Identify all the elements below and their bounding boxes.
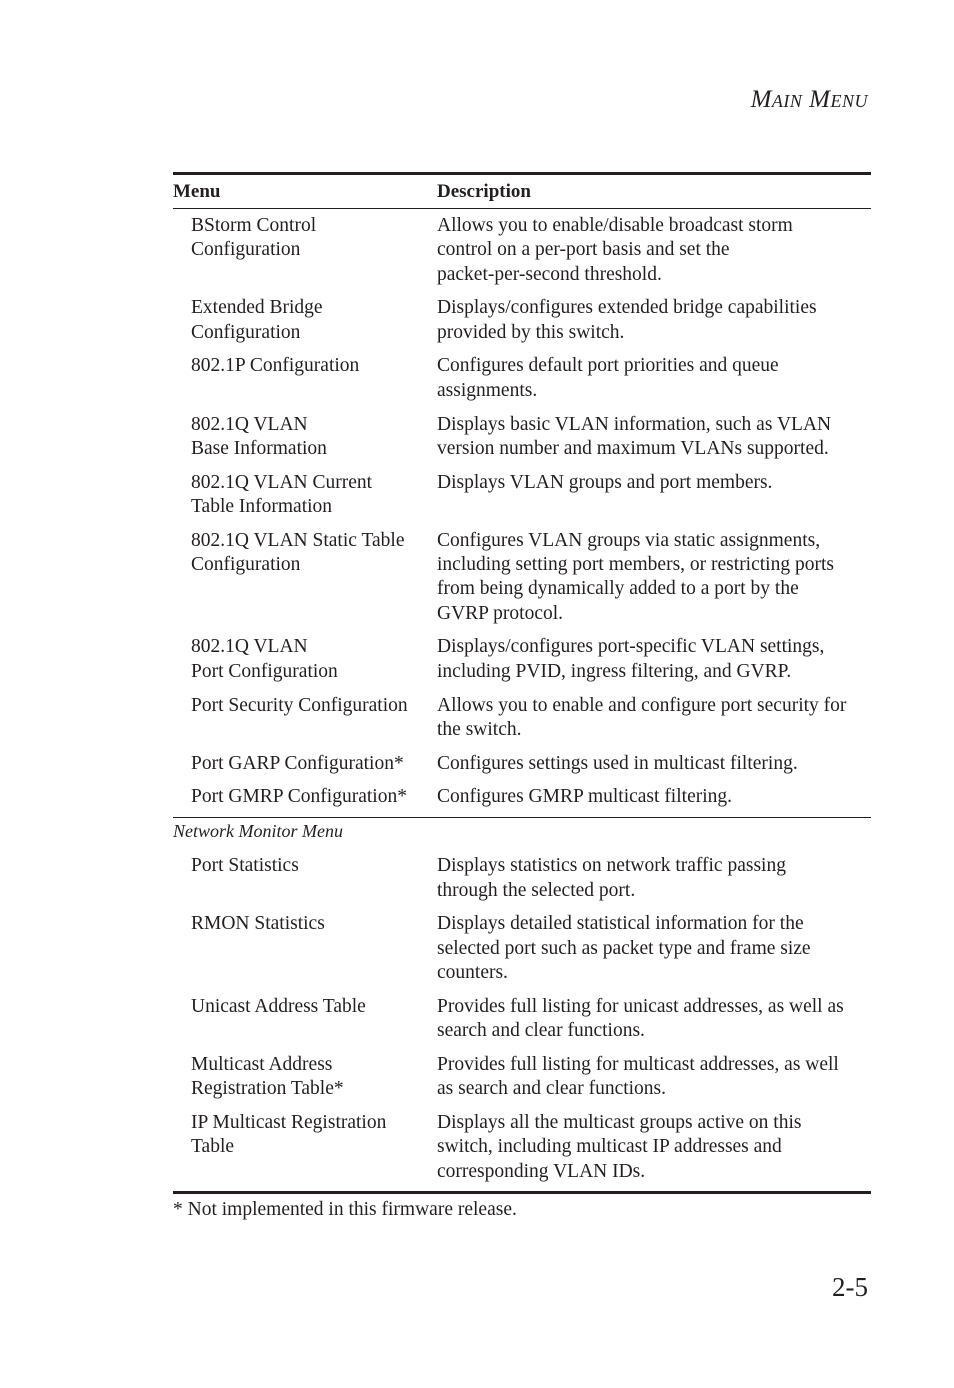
menu-cell: Port GMRP Configuration* [191,786,407,808]
menu-cell: Port Statistics [191,855,299,877]
table-body-main [173,209,871,817]
description-cell: Allows you to enable and configure port security for the switch. [437,694,847,740]
menu-table [173,172,871,1222]
menu-cell: Multicast Address Registration Table* [191,1053,344,1100]
description-cell: Configures default port priorities and queue assignments. [437,355,779,401]
description-cell: Displays all the multicast groups active on this switch, including multicast IP addresses and corresponding VLAN IDs. [437,1111,802,1182]
table-row [173,783,871,817]
table-row [173,692,871,750]
description-cell: Displays VLAN groups and port members. [437,471,773,493]
description-cell: Configures settings used in multicast filtering. [437,752,798,774]
table-row [173,352,871,410]
table-row [173,212,871,294]
table-row [173,633,871,691]
description-cell: Provides full listing for multicast addresses, as well as search and clear functions. [437,1053,839,1100]
description-cell: Allows you to enable/disable broadcast storm control on a per-port basis and set the packet-per-second threshold. [437,215,793,285]
description-cell: Provides full listing for unicast addresses, as well as search and clear functions. [437,995,844,1042]
table-row [173,294,871,352]
table-row [173,750,871,784]
table-row [173,852,871,910]
description-cell: Displays statistics on network traffic passing through the selected port. [437,855,786,901]
menu-cell: 802.1Q VLAN Static Table Configuration [191,529,405,576]
running-head-rest-1: AIN [771,91,803,111]
table-row [173,1109,871,1191]
menu-cell: 802.1Q VLAN Port Configuration [191,636,338,682]
menu-cell: Extended Bridge Configuration [191,297,323,343]
table-row [173,910,871,992]
menu-cell: 802.1P Configuration [191,355,360,377]
section-label: Network Monitor Menu [173,821,343,842]
description-cell: Displays basic VLAN information, such as VLAN version number and maximum VLANs supported. [437,413,832,459]
header-menu: Menu [173,180,221,202]
description-cell: Displays detailed statistical information for the selected port such as packet type and frame size counters. [437,913,811,983]
menu-cell: 802.1Q VLAN Current Table Information [191,471,373,517]
menu-cell: 802.1Q VLAN Base Information [191,413,327,459]
menu-cell: Unicast Address Table [191,995,366,1017]
page-number: 2-5 [832,1272,868,1302]
running-head-initial-1: M [750,86,772,113]
running-head-rest-2: ENU [830,91,868,111]
menu-cell: Port Security Configuration [191,694,408,716]
description-cell: Displays/configures extended bridge capabilities provided by this switch. [437,297,817,343]
table-body-network-monitor [173,852,871,1191]
description-cell: Configures VLAN groups via static assignments, including setting port members, or restricting ports from being dynamically added to a port by the GVRP protocol. [437,529,834,624]
footnote: * Not implemented in this firmware release. [173,1199,517,1221]
table-row [173,993,871,1051]
header-description: Description [437,180,531,202]
table-row [173,527,871,634]
running-head [751,86,868,114]
running-head-initial-2: M [809,86,831,113]
table-header-row [173,175,871,209]
menu-cell: BStorm Control Configuration [191,215,317,261]
menu-cell: IP Multicast Registration Table [191,1111,387,1158]
table-row [173,411,871,469]
table-row [173,469,871,527]
menu-cell: RMON Statistics [191,913,325,935]
menu-cell: Port GARP Configuration* [191,752,404,774]
description-cell: Configures GMRP multicast filtering. [437,786,733,808]
table-row [173,1051,871,1109]
description-cell: Displays/configures port-specific VLAN settings, including PVID, ingress filtering, and GVRP. [437,636,825,682]
